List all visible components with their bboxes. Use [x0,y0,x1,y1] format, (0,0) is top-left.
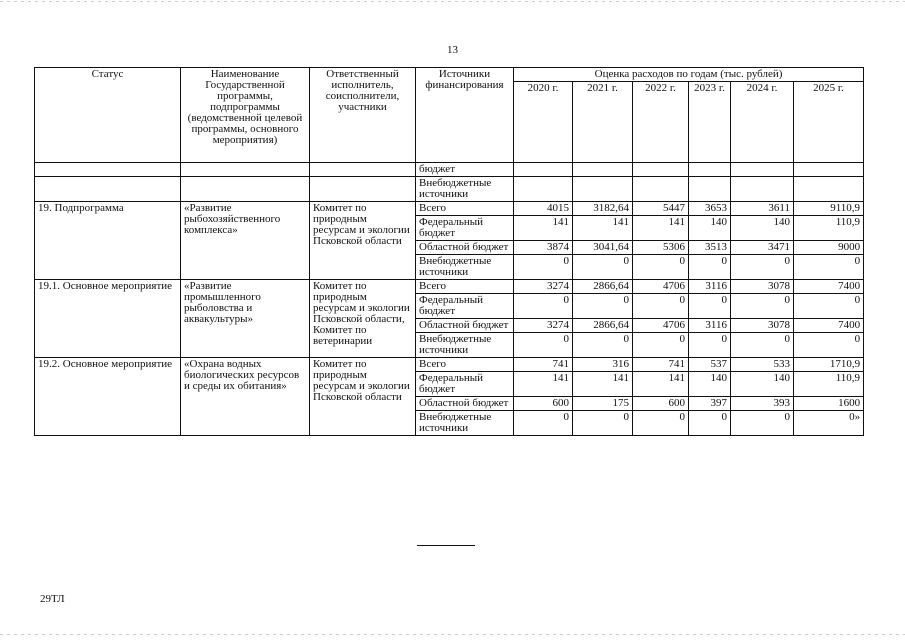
responsible-cell: Комитет по природным ресурсам и экологии Псковской области [310,358,416,436]
expenditure-table [34,67,864,436]
value-cell: 9110,9 [794,202,864,216]
value-cell: 0 [514,333,573,358]
value-cell: 4706 [633,319,689,333]
value-cell: 3513 [689,241,731,255]
source-cell: Всего [416,202,514,216]
value-cell: 0 [794,294,864,319]
header-year: 2022 г. [633,82,689,163]
value-cell: 3274 [514,319,573,333]
value-cell: 533 [731,358,794,372]
value-cell: 0 [689,294,731,319]
value-cell: 110,9 [794,372,864,397]
value-cell: 3078 [731,280,794,294]
value-cell: 0 [794,255,864,280]
value-cell: 316 [573,358,633,372]
responsible-cell: Комитет по природным ресурсам и экологии Псковской области, Комитет по ветеринарии [310,280,416,358]
header-status: Статус [35,68,181,163]
source-cell: Внебюджетные источники [416,333,514,358]
source-cell: Областной бюджет [416,319,514,333]
header-sources: Источники финансирования [416,68,514,163]
value-cell: 3078 [731,319,794,333]
value-cell: 4015 [514,202,573,216]
responsible-cell: Комитет по природным ресурсам и экологии Псковской области [310,202,416,280]
value-cell: 0 [573,255,633,280]
value-cell: 140 [689,216,731,241]
value-cell: 0 [633,333,689,358]
value-cell: 141 [573,216,633,241]
value-cell: 141 [633,372,689,397]
value-cell: 7400 [794,319,864,333]
value-cell: 141 [514,216,573,241]
table-row [35,202,864,216]
value-cell: 9000 [794,241,864,255]
source-cell: бюджет [416,163,514,177]
value-cell: 0» [794,411,864,436]
source-cell: Всего [416,358,514,372]
value-cell: 2866,64 [573,319,633,333]
value-cell: 600 [633,397,689,411]
value-cell: 0 [731,411,794,436]
value-cell: 140 [731,216,794,241]
value-cell: 0 [573,294,633,319]
program-name-cell: «Охрана водных биологических ресурсов и среды их обитания» [181,358,310,436]
value-cell: 110,9 [794,216,864,241]
header-year: 2025 г. [794,82,864,163]
table-row [35,177,864,202]
value-cell: 741 [514,358,573,372]
program-name-cell: «Развитие рыбохозяйственного комплекса» [181,202,310,280]
value-cell: 600 [514,397,573,411]
value-cell: 5447 [633,202,689,216]
value-cell: 2866,64 [573,280,633,294]
value-cell: 3274 [514,280,573,294]
table-row [35,358,864,372]
value-cell: 0 [731,333,794,358]
value-cell: 141 [573,372,633,397]
table-row [35,163,864,177]
value-cell: 3874 [514,241,573,255]
source-cell: Федеральный бюджет [416,372,514,397]
value-cell: 3182,64 [573,202,633,216]
source-cell: Областной бюджет [416,241,514,255]
value-cell: 3471 [731,241,794,255]
value-cell: 4706 [633,280,689,294]
value-cell: 1600 [794,397,864,411]
header-responsible: Ответственный исполнитель, соисполнители, участники [310,68,416,163]
source-cell: Внебюджетные источники [416,411,514,436]
table-row [35,280,864,294]
value-cell: 0 [514,294,573,319]
value-cell: 0 [731,255,794,280]
header-name: Наименование Государственной программы, подпрограммы (ведомственной целевой программы, основного мероприятия) [181,68,310,163]
value-cell: 0 [794,333,864,358]
value-cell: 0 [514,411,573,436]
source-cell: Федеральный бюджет [416,216,514,241]
header-year: 2023 г. [689,82,731,163]
end-divider [417,545,475,546]
value-cell: 1710,9 [794,358,864,372]
header-year: 2020 г. [514,82,573,163]
value-cell: 0 [633,255,689,280]
scan-edge-top [0,1,905,2]
source-cell: Внебюджетные источники [416,177,514,202]
value-cell: 5306 [633,241,689,255]
status-cell: 19. Подпрограмма [35,202,181,280]
value-cell: 141 [514,372,573,397]
value-cell: 0 [573,333,633,358]
value-cell: 0 [689,255,731,280]
status-cell: 19.1. Основное мероприятие [35,280,181,358]
value-cell: 0 [731,294,794,319]
header-year: 2021 г. [573,82,633,163]
program-name-cell: «Развитие промышленного рыболовства и аквакультуры» [181,280,310,358]
value-cell: 3653 [689,202,731,216]
value-cell: 0 [689,411,731,436]
value-cell: 741 [633,358,689,372]
scan-edge-bottom [0,634,905,635]
page-number: 13 [447,44,458,56]
value-cell: 3116 [689,280,731,294]
source-cell: Внебюджетные источники [416,255,514,280]
value-cell: 393 [731,397,794,411]
source-cell: Областной бюджет [416,397,514,411]
source-cell: Всего [416,280,514,294]
value-cell: 0 [689,333,731,358]
value-cell: 397 [689,397,731,411]
value-cell: 537 [689,358,731,372]
value-cell: 3116 [689,319,731,333]
footer-code: 29ТЛ [40,593,65,605]
value-cell: 140 [689,372,731,397]
value-cell: 3611 [731,202,794,216]
value-cell: 140 [731,372,794,397]
value-cell: 175 [573,397,633,411]
value-cell: 3041,64 [573,241,633,255]
value-cell: 141 [633,216,689,241]
value-cell: 0 [514,255,573,280]
status-cell: 19.2. Основное мероприятие [35,358,181,436]
value-cell: 0 [573,411,633,436]
value-cell: 0 [633,411,689,436]
value-cell: 0 [633,294,689,319]
header-row [35,68,864,82]
header-year: 2024 г. [731,82,794,163]
value-cell: 7400 [794,280,864,294]
header-estimate: Оценка расходов по годам (тыс. рублей) [514,68,864,82]
source-cell: Федеральный бюджет [416,294,514,319]
